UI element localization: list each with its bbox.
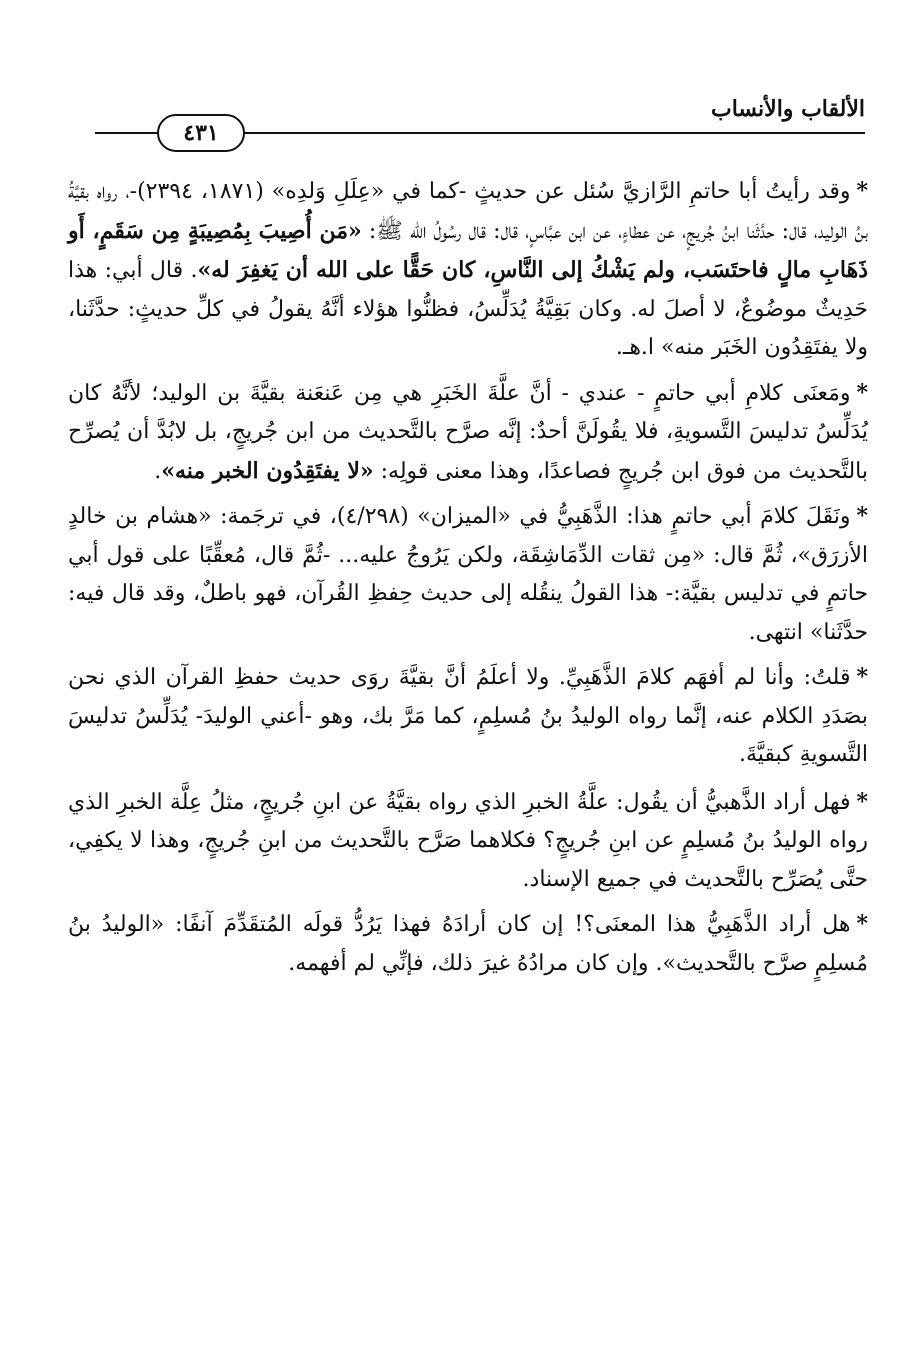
paragraph — [68, 905, 868, 983]
running-title: الألقاب والأنساب — [710, 96, 865, 122]
paragraph-text: . — [154, 458, 162, 484]
paragraph-text: . قال أبي: هذا حَدِيثٌ موضُوعٌ، لا أصلَ له. وكان بَقِيَّةُ يُدَلِّسُ، فظنُّوا هؤلاء أنَّهُ يقولُ في كلِّ حديثٍ: حدَّثَنا، ولا يفتَقِدُون الخَبَر منه» ا.هـ. — [68, 258, 868, 360]
bullet-marker: * — [856, 664, 868, 690]
paragraph — [68, 658, 868, 775]
paragraph-text: وقد رأيتُ أبا حاتمِ الرَّازيَّ سُئل عن حديثٍ -كما في «عِلَلِ وَلدِه» (١٨٧١، ٢٣٩٤)-، رواه بقيَّةُ بنُ الوليد، قال: حدَّثَنا ابنُ جُريجٍ، عن عطاءٍ، عن ابن عبَّاسٍ، قال: قال رسُولُ الله ﷺ: — [68, 179, 868, 244]
paragraph — [68, 374, 868, 492]
hadith-quote: «مَن أُصِيبَ بِمُصِيبَةٍ مِن سَقَمٍ، أَو ذَهَابِ مالٍ فاحتَسَب، ولم يَشْكُ إلى النَّاسِ، كان حَقًّا على الله أن يَغفِرَ له» — [68, 217, 868, 283]
bullet-marker: * — [856, 911, 868, 937]
paragraph-text: قلتُ: وأنا لم أفهَم كلامَ الذَّهَبِيِّ. ولا أعلَمُ أنَّ بقيَّةَ روَى حديث حفظِ القرآن الذي نحن بصَدَدِ الكلام عنه، إنَّما رواه الوليدُ بنُ مُسلِمٍ، كما مَرَّ بك، وهو -أعني الوليدَ- يُدَلِّسُ تدليسَ التَّسويةِ كبقيَّةَ. — [68, 665, 868, 767]
paragraph — [68, 497, 868, 652]
quote: «لا يفتَقِدُون الخبر منه» — [161, 457, 374, 484]
page-header — [95, 96, 865, 146]
paragraph-text: ونَقَلَ كلامَ أبي حاتمٍ هذا: الذَّهَبِيُّ في «الميزان» (٤/٢٩٨)، في ترجَمة: «هشام بن خالدٍ الأزرَق»، ثُمَّ قال: «مِن ثقات الدِّمَاشِقَة، ولكن يَرُوجُ عليه... -ثُمَّ قال، مُعقِّبًا على قول أبي حاتمٍ في تدليس بقيَّة:- هذا القولُ ينقُله إلى حديث حِفظِ القُرآن، فهو باطلٌ، وقد قال فيه: حدَّثَنا» انتهى. — [68, 504, 868, 645]
paragraph-text: هل أراد الذَّهَبِيُّ هذا المعنَى؟! إن كان أرادَهُ فهذا يَرُدُّ قولَه المُتقَدِّمَ آنفًا: «الوليدُ بنُ مُسلِمٍ صرَّح بالتَّحديث». وإن كان مرادُهُ غيرَ ذلك، فإنِّي لم أفهمه. — [68, 912, 868, 976]
paragraph — [68, 783, 868, 900]
page-number: ٤٣١ — [157, 114, 245, 152]
bullet-marker: * — [856, 178, 869, 204]
page-body — [68, 172, 868, 989]
bullet-marker: * — [856, 379, 868, 406]
paragraph-text: ومَعنَى كلامِ أبي حاتمٍ - عندي - أنَّ علَّةَ الخَبَرِ هي مِن عَنعَنة بقيَّةَ بن الوليد؛ لأنَّهُ كان يُدَلِّسُ تدليسَ التَّسويةِ، فلا يقُولَنَّ أحدٌ: إنَّه صرَّح بالتَّحديث من ابن جُريجٍ، بل لابُدَّ أن يُصرِّح بالتَّحديث من فوق ابن جُريجٍ فصاعدًا، وهذا معنى قولِه: — [68, 380, 868, 484]
paragraph — [68, 172, 868, 368]
paragraph-text: فهل أراد الذَّهبيُّ أن يقُول: علَّةُ الخبرِ الذي رواه بقيَّةُ عن ابنِ جُريجٍ، مثلُ عِلَّة الخبرِ الذي رواه الوليدُ بنُ مُسلِمٍ عن ابنِ جُريجٍ؟ فكلاهما صَرَّح بالتَّحديث من ابنِ جُريجٍ، وهذا لا يكفِي، حتَّى يُصَرِّح بالتَّحديث في جميع الإسناد. — [68, 789, 868, 892]
bullet-marker: * — [856, 788, 868, 815]
bullet-marker: * — [856, 503, 868, 529]
